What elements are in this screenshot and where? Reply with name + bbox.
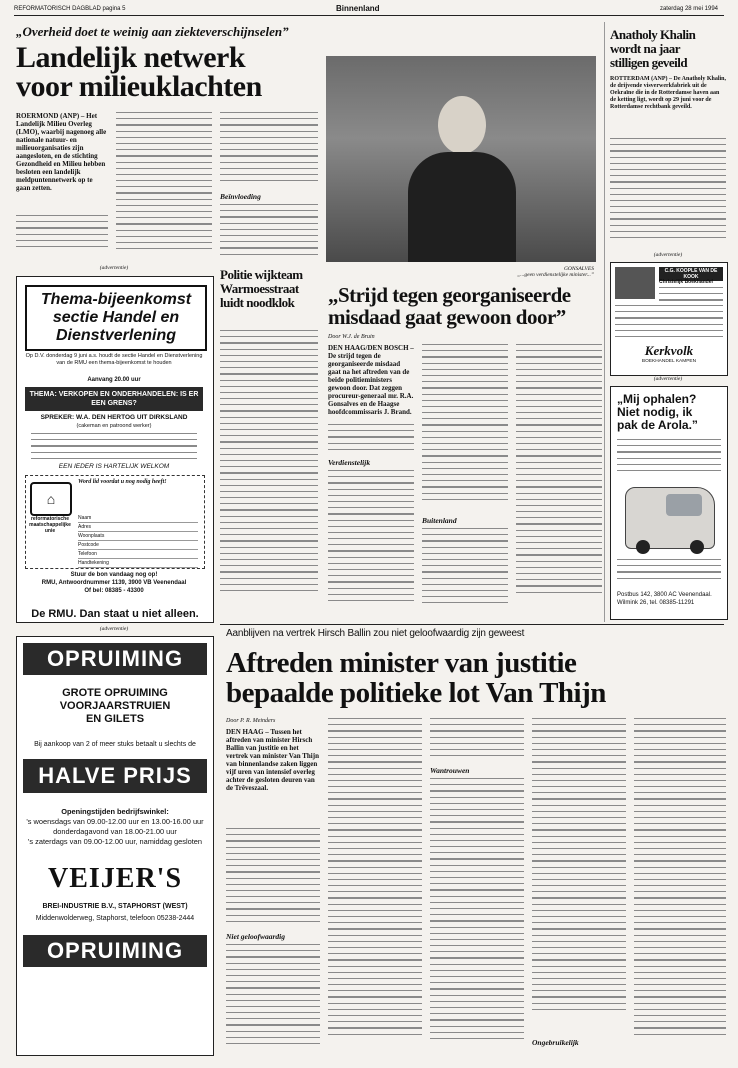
veijer-hours-line3: 's zaterdags van 09.00-12.00 uur, namiddag gesloten (28, 837, 202, 846)
rmu-form-field[interactable]: Handtekening (78, 559, 198, 568)
veijer-offer: Bij aankoop van 2 of meer stuks betaalt u slechts de (34, 741, 196, 748)
rmu-ad (16, 276, 214, 608)
milieu-headline-line2: voor milieuklachten (16, 69, 262, 103)
rmu-date-line: Op D.V. donderdag 9 juni a.s. houdt de sectie Handel en Dienstverlening van de RMU een thema-bijeenkomst te houden (25, 353, 203, 366)
khalin-headline-line3: stilligen geveild (610, 55, 688, 70)
rmu-logo-icon: ⌂ (30, 482, 72, 516)
veijer-heading-line3: EN GILETS (85, 713, 145, 725)
politie-headline: Politie wijkteam Warmoesstraat luidt noodklok (220, 267, 303, 310)
rmu-form-field[interactable]: Naam (78, 514, 198, 523)
misdaad-text-col1b (328, 470, 414, 612)
photo-caption-text: „...geen verdienstelijke minister...” (517, 272, 594, 278)
milieu-headline-line1: Landelijk netwerk (16, 41, 246, 74)
rmu-form-field[interactable]: Telefoon (78, 550, 198, 559)
hirsch-byline: Door P. R. Meinders (226, 718, 276, 724)
khalin-lead: ROTTERDAM (ANP) – De Anatholy Khalin, de drijvende visverwerkfabriek uit de Oekraïne die in de Rotterdamse haven aan de ketting ligt, wordt op 29 juni voor de Rotterdamse rechtbank geveild. (610, 76, 727, 110)
hirsch-kicker: Aanblijven na vertrek Hirsch Ballin zou niet geloofwaardig zijn geweest (226, 628, 525, 639)
misdaad-subhead2: Buitenland (422, 516, 457, 525)
arola-text (617, 439, 721, 475)
rmu-speaker-role: (cakeman en patroond werker) (76, 423, 152, 429)
kerkvolk-subtitle: BOEKHANDEL KAMPEN (641, 359, 697, 364)
misdaad-headline (328, 284, 618, 328)
hirsch-lead: DEN HAAG – Tussen het aftreden van minister Hirsch Ballin van justitie en het vertrek van minister Van Thijn van binnenlandse zaken liggen vijf uren van intensief overleg achter de gesloten deuren van de Trêveszaal. (226, 728, 319, 792)
hirsch-headline-line2: bepaalde politieke lot Van Thijn (226, 677, 606, 709)
arola-ad-label: (advertentie) (653, 376, 683, 382)
rmu-form-field[interactable]: Woonplaats (78, 532, 198, 541)
rmu-title-line2: sectie Handel en (52, 309, 180, 326)
hirsch-text-col2 (328, 718, 422, 1054)
misdaad-text-col2b (422, 528, 508, 612)
veijer-band-bottom: OPRUIMING (23, 935, 207, 967)
veijer-brand: VEIJER'S (47, 863, 183, 894)
kerkvolk-ad-label: (advertentie) (653, 252, 683, 258)
politie-text (220, 330, 318, 614)
kerkvolk-title: Kerkvolk (644, 343, 694, 358)
misdaad-lead: DEN HAAG/DEN BOSCH – De strijd tegen de georganiseerde misdaad gaat na het aftreden van de beide politieministers gewoon door. Dat zeggen procureur-generaal mr. R.A. Gonsalves en de Haagse hoofdcommissaris J. Brand. (328, 344, 414, 416)
hirsch-headline (226, 648, 726, 708)
masthead-left: REFORMATORISCH DAGBLAD pagina 5 (14, 6, 126, 12)
kerkvolk-box1: C.G. KOOPLE VAN DE KOOK (659, 267, 723, 281)
photo-face (438, 96, 486, 154)
rmu-slogan: De RMU. Dan staat u niet alleen. (16, 606, 214, 623)
photo-caption (468, 266, 594, 278)
veijer-hours-line1: 's woensdags van 09.00-12.00 uur en 13.00-16.00 uur (26, 817, 204, 826)
rmu-coupon (25, 475, 205, 569)
rmu-questions (31, 433, 197, 461)
misdaad-headline-line2: misdaad gaat gewoon door” (328, 305, 566, 329)
veijer-hours (23, 807, 207, 847)
arola-title-line2: Niet nodig, ik (617, 405, 693, 419)
hirsch-subhead1: Niet geloofwaardig (226, 932, 285, 941)
hirsch-text-col3a (430, 718, 524, 764)
misdaad-text-col2a (422, 344, 508, 512)
rmu-return-line: Stuur de bon vandaag nog op! (70, 572, 158, 578)
rmu-invite: EEN IEDER IS HARTELIJK WELKOM (58, 463, 170, 470)
veijer-ad-label: (advertentie) (99, 626, 129, 632)
veijer-ad (16, 636, 214, 1056)
hirsch-text-col4a (532, 718, 626, 1034)
veijer-heading (23, 687, 207, 726)
kerkvolk-box-sub: Christelijk Boekhandel (659, 279, 713, 285)
rmu-title-line1: Thema-bijeenkomst (40, 291, 192, 308)
milieu-text-col3a (220, 112, 318, 188)
arola-wheel-icon-2 (690, 540, 704, 554)
veijer-band-mid: HALVE PRIJS (23, 759, 207, 793)
rmu-title-line3: Dienstverlening (55, 327, 177, 344)
arola-footer (617, 591, 721, 607)
khalin-headline (610, 28, 730, 70)
rmu-phone: Of bel: 08385 - 43300 (84, 588, 144, 594)
arola-title-line1: „Mij ophalen? (617, 392, 697, 406)
veijer-address: Middenwolderweg, Staphorst, telefoon 05238-2444 (35, 915, 195, 922)
rmu-form-field[interactable]: Postcode (78, 541, 198, 550)
rmu-theme: THEMA: VERKOPEN EN ONDERHANDELEN: IS ER EEN GRENS? (25, 387, 203, 411)
kerkvolk-text (615, 305, 723, 339)
rmu-logo-caption: reformatorische maatschappelijke unie (29, 516, 71, 534)
arola-car-image (625, 487, 715, 549)
rmu-form-fields (78, 514, 198, 568)
kerkvolk-box-text (659, 287, 723, 303)
rmu-ad-titlebox (25, 285, 207, 351)
hirsch-text-col3b (430, 778, 524, 1054)
milieu-headline (16, 41, 326, 103)
hirsch-subhead3: Ongebruikelijk (532, 1038, 579, 1047)
gonsalves-photo (326, 56, 596, 262)
milieu-kicker: „Overheid doet te weinig aan ziekteverschijnselen” (16, 24, 289, 39)
kerkvolk-ad (610, 262, 728, 376)
hirsch-headline-line1: Aftreden minister van justitie (226, 647, 577, 679)
milieu-text-col3b (220, 204, 318, 260)
rmu-return (25, 571, 203, 595)
column-divider (604, 22, 605, 622)
arola-small-text (617, 559, 721, 583)
veijer-hours-line2: donderdagavond van 18.00-21.00 uur (53, 827, 177, 836)
photo-suit (408, 152, 516, 262)
hirsch-text-col1b (226, 944, 320, 1054)
misdaad-byline: Door W.J. de Bruin (328, 334, 375, 340)
rmu-form-field[interactable]: Adres (78, 523, 198, 532)
milieu-lead: ROERMOND (ANP) – Het Landelijk Milieu Overleg (LMO), waarbij nagenoeg alle nationale natuur- en milieuorganisaties zijn aangesloten, en de stichting Gezondheid en Milieu hebben besloten een landelijk meldpuntennetwerk op te gaan zetten. (16, 112, 107, 192)
khalin-headline-line2: wordt na jaar (610, 41, 681, 56)
milieu-text-col2 (116, 112, 212, 260)
veijer-hours-title: Openingstijden bedrijfswinkel: (61, 807, 169, 816)
arola-footer-line1: Postbus 142, 3800 AC Veenendaal. (617, 592, 712, 598)
section-title: Binnenland (336, 4, 380, 13)
khalin-headline-line1: Anatholy Khalin (610, 27, 696, 42)
misdaad-text-col3 (516, 344, 602, 612)
veijer-heading-line2: VOORJAARSTRUIEN (59, 700, 171, 712)
arola-title-line3: pak de Arola.” (617, 418, 698, 432)
rmu-ad-label: (advertentie) (99, 265, 129, 271)
khalin-text (610, 138, 726, 250)
arola-wheel-icon (636, 540, 650, 554)
rmu-form-title: Word lid voordat u nog nodig heeft! (78, 479, 167, 485)
hirsch-top-rule (220, 624, 724, 625)
veijer-company: BREI-INDUSTRIE B.V., STAPHORST (WEST) (42, 903, 188, 910)
arola-window (666, 494, 702, 516)
masthead-date: zaterdag 28 mei 1994 (659, 6, 718, 12)
rmu-entry: Aanvang 20.00 uur (87, 377, 141, 383)
milieu-subhead: Beïnvloeding (220, 192, 261, 201)
milieu-text-col1 (16, 215, 108, 255)
veijer-band-top: OPRUIMING (23, 643, 207, 675)
kerkvolk-shop-image (615, 267, 655, 299)
hirsch-text-col1a (226, 828, 320, 928)
rmu-address: RMU, Antwoordnummer 1139, 3900 VB Veenendaal (41, 580, 187, 586)
misdaad-text-col1a (328, 424, 414, 454)
veijer-heading-line1: GROTE OPRUIMING (62, 687, 168, 699)
hirsch-text-col5 (634, 718, 726, 1054)
arola-title (617, 393, 721, 432)
arola-ad (610, 386, 728, 620)
rmu-speaker: SPREKER: W.A. DEN HERTOG UIT DIRKSLAND (40, 414, 188, 421)
arola-footer-line2: Wilmink 26, tel. 08385-11291 (617, 600, 695, 606)
masthead-rule (14, 15, 724, 16)
hirsch-subhead2: Wantrouwen (430, 766, 470, 775)
misdaad-headline-line1: „Strijd tegen georganiseerde (328, 283, 571, 307)
photo-caption-name: GONSALVES (563, 266, 594, 272)
misdaad-subhead1: Verdienstelijk (328, 458, 371, 467)
